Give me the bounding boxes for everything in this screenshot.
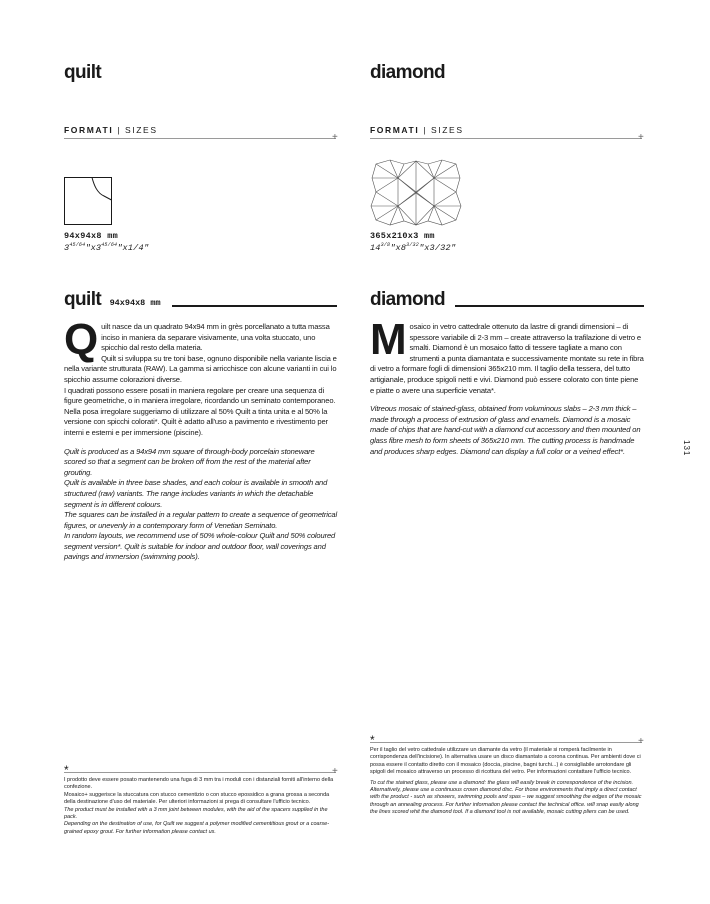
plus-icon: +	[638, 132, 644, 143]
formati-bold: FORMATI	[64, 125, 114, 135]
diamond-body	[370, 315, 644, 457]
diamond-section-title: diamond	[370, 289, 445, 310]
formati-sizes: SIZES	[125, 125, 158, 135]
quilt-note-en-1: The product must be installed with a 3 mm joint between modules, with the aid of the spacers supplied in the pack.	[64, 806, 328, 821]
quilt-en-p4: In random layouts, we recommend use of 50% whole-colour Quilt and 50% coloured segment version*. Quilt is suitable for indoor and outdoor floor, wall coverings and pavings and immersion (swimming pools).	[64, 531, 336, 562]
quilt-en-p1: Quilt is produced as a 94x94 mm square of through-body porcelain stoneware scored so that a segment can be broken off from the rest of the material after grouting.	[64, 446, 315, 477]
formati-sep: |	[419, 125, 432, 135]
quilt-note-en-2: Depending on the destination of use, for Quilt we suggest a polymer modified cementitious grout or a coarse-grained epoxy grout. For further information please contact us.	[64, 821, 330, 835]
diamond-title: diamond	[370, 62, 445, 83]
diamond-footnote	[370, 747, 644, 817]
diamond-formati-label	[370, 125, 464, 135]
quilt-tile-drawing	[64, 177, 112, 225]
quilt-en-p2: Quilt is available in three base shades, and each colour is available in smooth and structured (raw) variants. The range includes variants in which the detachable segment is in different colours.	[64, 478, 328, 509]
diamond-note-asterisk: *	[370, 733, 375, 747]
plus-icon: +	[332, 132, 338, 143]
quilt-english-text	[64, 447, 338, 564]
formati-sep: |	[113, 125, 126, 135]
quilt-note-asterisk: *	[64, 763, 69, 777]
diamond-sheet-drawing	[368, 158, 464, 228]
plus-icon: +	[638, 736, 644, 747]
quilt-size-mm: 94x94x8 mm	[64, 231, 119, 241]
plus-icon: +	[332, 766, 338, 777]
formati-bold: FORMATI	[370, 125, 420, 135]
diamond-english-text	[370, 404, 644, 457]
quilt-section-size: 94x94x8 mm	[109, 298, 161, 308]
diamond-it-p1: osaico in vetro cattedrale ottenuto da lastre di grandi dimensioni – di spessore variabile di 2-3 mm – create attraverso la trafilazione di vetro e smalti. Diamond è un mosaico fatto di tessere tagliate a mano con strumenti a punta diamantata e successivamente montate su rete in fibra di vetro a formare fogli di dimensioni 365x210 mm. Il taglio della tessera, del tutto artigianale, produce spigoli netti e vivi. Diamond può essere colorato con tinte piene e piatte o avere una superficie venata*.	[370, 322, 644, 395]
quilt-note-it-1: I prodotto deve essere posato mantenendo una fuga di 3 mm tra i moduli con i distanziali forniti all'interno della confezione.	[64, 777, 334, 791]
quilt-note-it-2: Mosaico+ suggerisce la stuccatura con stucco cementizio o con stucco epossidico a grana grossa a seconda della destinazione d'uso del materiale. Per ulteriori informazioni si prega di consultare l'ufficio tecnico.	[64, 791, 330, 806]
diamond-section-rule	[455, 305, 644, 307]
quilt-it-p4: Nella posa irregolare suggeriamo di utilizzare al 50% Quilt a tinta unita e al 50% la versione con spicchi colorati*. Quilt è adatto all'uso a pavimento e rivestimento per interni e esterni e per immersione (piscine).	[64, 406, 328, 437]
diamond-note-rule	[370, 742, 642, 743]
quilt-it-p2: Quilt si sviluppa su tre toni base, ognuno disponibile nella variante liscia e nella variante strutturata (RAW). La gamma si arricchisce con alcune varianti in cui lo spicchio assume colorazioni diverse.	[64, 353, 337, 384]
quilt-title: quilt	[64, 62, 102, 83]
diamond-note-it-1: Per il taglio del vetro cattedrale utilizzare un diamante da vetro (il materiale si romperà facilmente in corrispondenza dell'incisione). In alternativa usare un disco diamantato a corona continua. Per ambienti dove ci possa essere il contatto diretto con il mosaico (doccia, piscine, bagni turchi...) è consigliabile arrotondare gli spigoli del mosaico attraverso un processo di ricottura del vetro. Per informazioni contattare l'ufficio tecnico.	[370, 747, 641, 776]
quilt-section-header	[64, 290, 338, 312]
diamond-dropcap: M	[370, 315, 407, 364]
diamond-italian-text	[370, 315, 644, 396]
diamond-size-inch: $14^{3/8}"x8^{3/32}"x3/32$"	[370, 242, 457, 253]
quilt-body	[64, 315, 338, 563]
diamond-formati-rule	[370, 138, 642, 139]
quilt-section-rule	[172, 305, 337, 307]
quilt-formati-rule	[64, 138, 336, 139]
quilt-section-title: quilt	[64, 289, 102, 310]
quilt-note-rule	[64, 772, 336, 773]
page-number: 131	[682, 440, 691, 457]
quilt-footnote	[64, 777, 338, 836]
quilt-it-p1: uilt nasce da un quadrato 94x94 mm in grès porcellanato a tutta massa inciso in maniera da separare visivamente, una volta stuccato, uno spicchio dal resto della materia.	[101, 322, 330, 353]
quilt-italian-text	[64, 315, 338, 439]
diamond-section-header	[370, 290, 445, 310]
diamond-size-mm: 365x210x3 mm	[370, 231, 435, 241]
quilt-dropcap: Q	[64, 315, 99, 364]
formati-sizes: SIZES	[431, 125, 464, 135]
diamond-note-en-1: To cut the stained glass, please use a diamond: the glass will easily break in correspondence of the incision. Alternatively, please use a continuous crown diamond disc. For those environments that imply a direct contact with the product - such as showers, swimming pools and spas – we suggest smoothing the edges of the mosaic through an annealing process. For further information please contact the technical office. will snap easily along the lines scored whit the diamond tool. If a diamond tool is not available, mosaic cutting pliers can be used.	[370, 779, 642, 816]
quilt-formati-label	[64, 125, 158, 135]
quilt-en-p3: The squares can be installed in a regular pattern to create a sequence of geometrical figures, or unevenly in a contemporary form of Venetian Seminato.	[64, 510, 338, 530]
diamond-en-p1: Vitreous mosaic of stained-glass, obtained from voluminous slabs – 2-3 mm thick – made through a process of extrusion of glass and enamels. Diamond is a mosaic made of chips that are hand-cut with a diamond cut accessory and then mounted on glass fibre mesh to form sheets of 365x210 mm. The cutting process is handmade and produces sharp edges. Diamond can display a full color or a veined effect*.	[370, 404, 641, 456]
quilt-size-inch: $3^{45/64}"x3^{45/64}"x1/4$"	[64, 242, 150, 253]
quilt-it-p3: I quadrati possono essere posati in maniera regolare per creare una sequenza di figure geometriche, o in maniera irregolare, ricordando un seminato contemporaneo.	[64, 385, 336, 406]
